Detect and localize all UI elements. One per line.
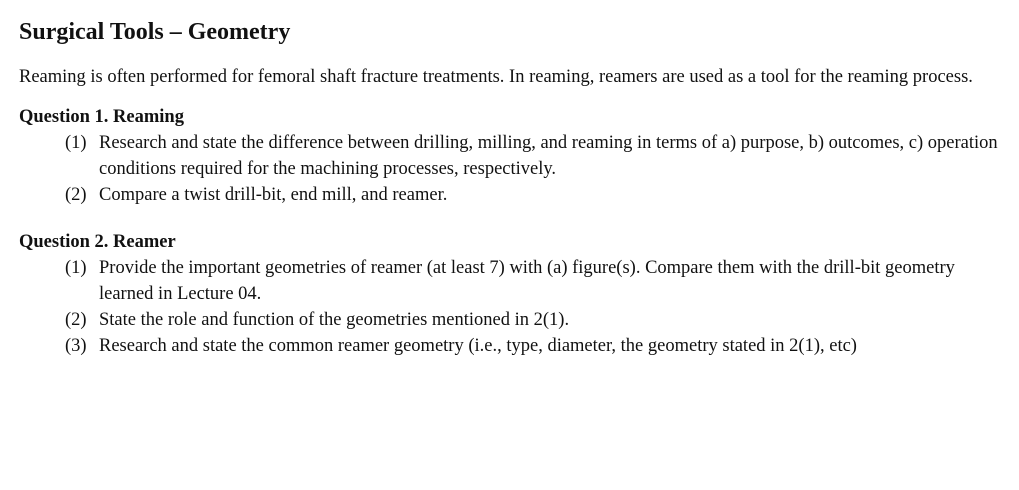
list-item — [65, 182, 1009, 208]
item-number: (3) — [65, 336, 87, 356]
list-item — [65, 333, 1009, 359]
question-2-heading: Question 2. Reamer — [19, 232, 176, 252]
document-page — [19, 14, 1009, 359]
question-1-heading: Question 1. Reaming — [19, 107, 184, 127]
item-number: (2) — [65, 185, 87, 205]
item-text: Provide the important geometries of reamer (at least 7) with (a) figure(s). Compare them with the drill-bit geometry learned in Lecture 04. — [99, 258, 955, 304]
list-item — [65, 307, 1009, 333]
item-number: (2) — [65, 310, 87, 330]
item-text: Research and state the difference between drilling, milling, and reaming in terms of a) purpose, b) outcomes, c) operation conditions required for the machining processes, respectively. — [99, 133, 998, 179]
item-number: (1) — [65, 258, 87, 278]
question-2-section — [19, 229, 1009, 359]
question-2-list — [19, 255, 1009, 359]
question-1-section — [19, 104, 1009, 208]
intro-paragraph: Reaming is often performed for femoral shaft fracture treatments. In reaming, reamers are used as a tool for the reaming process. — [19, 67, 973, 87]
list-item — [65, 255, 1009, 307]
item-number: (1) — [65, 133, 87, 153]
question-1-list — [19, 130, 1009, 208]
list-item — [65, 130, 1009, 182]
item-text: Compare a twist drill-bit, end mill, and reamer. — [99, 185, 448, 205]
item-text: State the role and function of the geometries mentioned in 2(1). — [99, 310, 570, 330]
document-title: Surgical Tools – Geometry — [19, 19, 291, 45]
item-text: Research and state the common reamer geometry (i.e., type, diameter, the geometry stated in 2(1), etc) — [99, 336, 857, 356]
